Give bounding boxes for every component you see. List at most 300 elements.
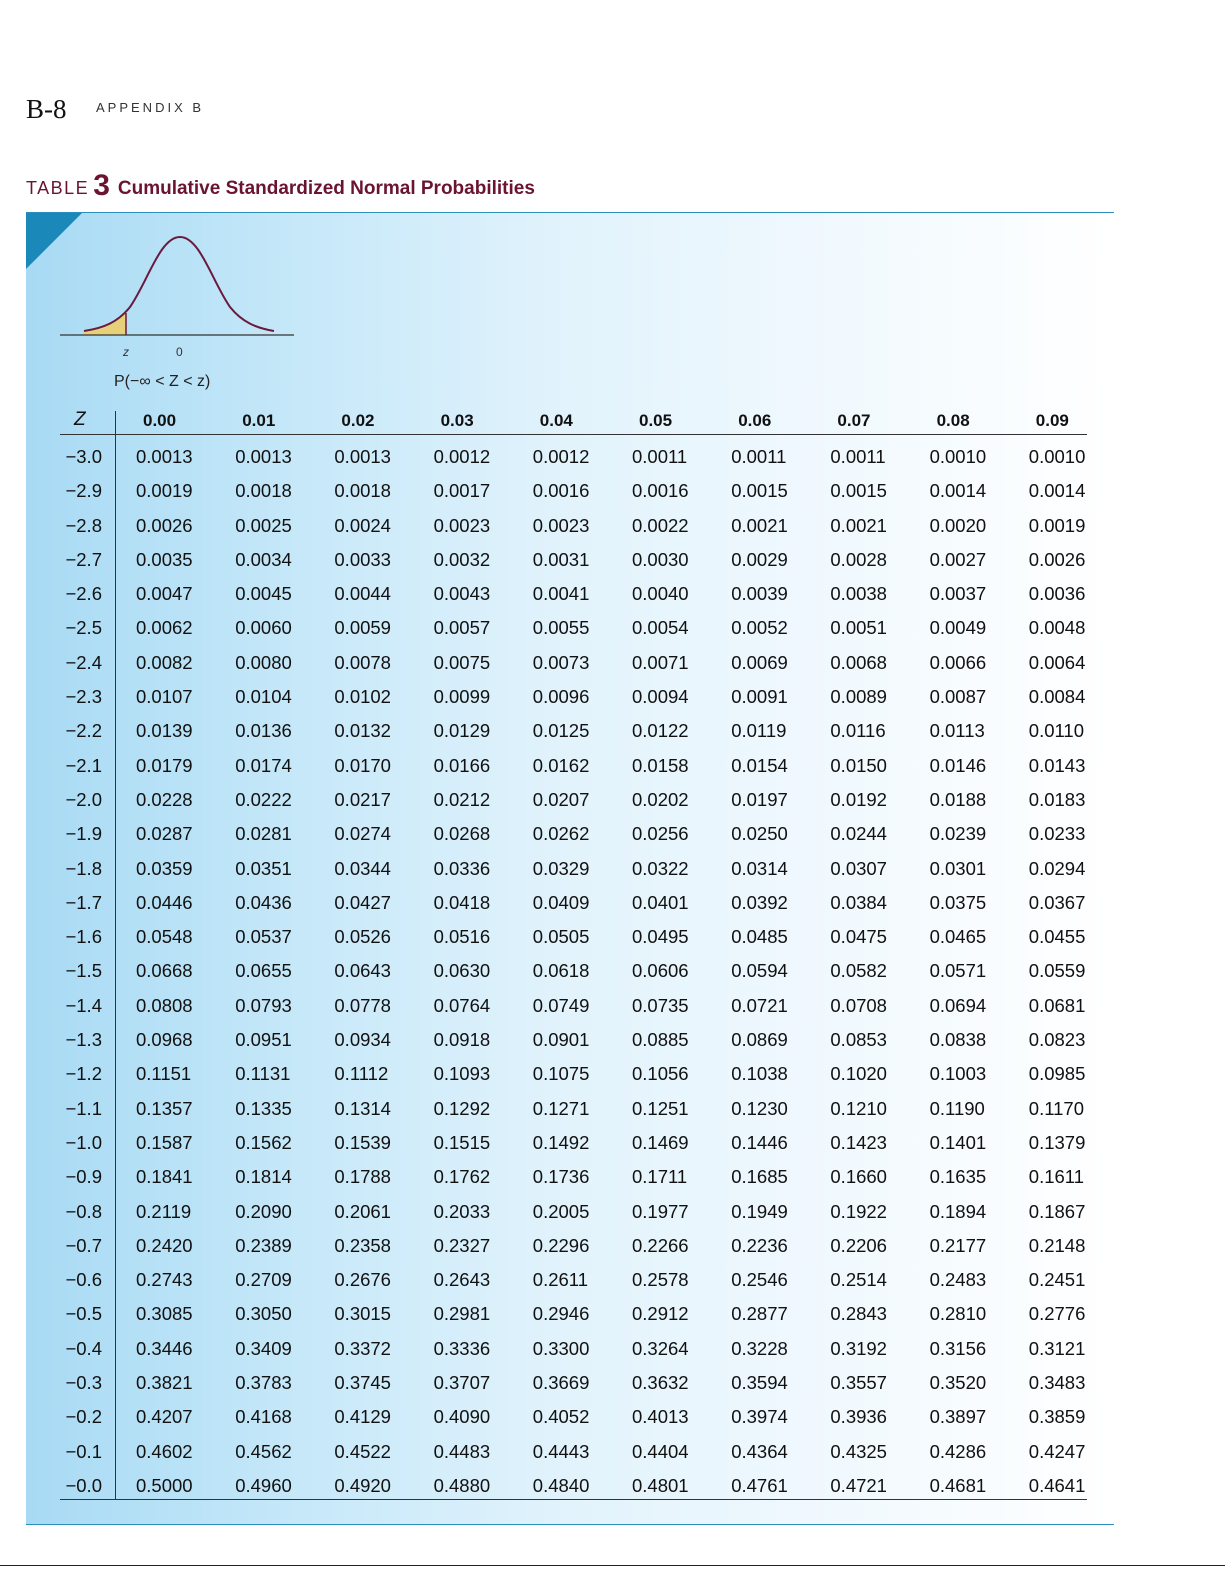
table-caption	[26, 168, 535, 202]
probability-cell: 0.3264	[632, 1337, 689, 1359]
probability-cell: 0.3156	[929, 1337, 987, 1359]
z-value: −2.3	[65, 686, 102, 708]
z-value: −0.0	[65, 1474, 102, 1496]
probability-cell: 0.2177	[929, 1234, 987, 1256]
probability-cell: 0.0021	[830, 514, 887, 536]
table-title: Cumulative Standardized Normal Probabilities	[117, 178, 535, 199]
probability-cell: 0.1131	[235, 1063, 291, 1085]
probability-cell: 0.4801	[632, 1474, 689, 1496]
probability-cell: 0.0014	[929, 480, 987, 502]
probability-cell: 0.4404	[632, 1440, 689, 1462]
probability-cell: 0.0154	[731, 754, 788, 776]
probability-cell: 0.3897	[929, 1406, 987, 1428]
probability-cell: 0.0681	[1028, 994, 1086, 1016]
z-value: −1.8	[65, 857, 102, 879]
probability-cell: 0.3015	[334, 1303, 391, 1325]
probability-cell: 0.0694	[929, 994, 987, 1016]
probability-cell: 0.0059	[334, 617, 391, 639]
probability-cell: 0.0174	[235, 754, 292, 776]
probability-cell: 0.0132	[334, 720, 391, 742]
probability-cell: 0.1635	[929, 1166, 987, 1188]
probability-cell: 0.2578	[632, 1269, 689, 1291]
probability-cell: 0.0136	[235, 720, 292, 742]
probability-cell: 0.4602	[136, 1440, 193, 1462]
probability-cell: 0.0409	[532, 891, 590, 913]
probability-cell: 0.1736	[532, 1166, 590, 1188]
probability-cell: 0.2420	[136, 1234, 193, 1256]
z-value: −2.7	[65, 548, 102, 570]
probability-cell: 0.2358	[334, 1234, 391, 1256]
probability-cell: 0.0985	[1028, 1063, 1086, 1085]
probability-cell: 0.0021	[731, 514, 788, 536]
probability-cell: 0.0951	[235, 1029, 292, 1051]
z-value: −2.9	[65, 480, 102, 502]
column-header: 0.02	[341, 411, 375, 430]
z-value: −0.3	[65, 1372, 102, 1394]
probability-cell: 0.1038	[731, 1063, 788, 1085]
probability-cell: 0.2005	[532, 1200, 590, 1222]
probability-cell: 0.0207	[532, 788, 590, 810]
probability-cell: 0.1660	[830, 1166, 887, 1188]
probability-cell: 0.0022	[632, 514, 689, 536]
z-value: −0.9	[65, 1166, 102, 1188]
probability-cell: 0.4483	[433, 1440, 491, 1462]
probability-cell: 0.0125	[532, 720, 590, 742]
probability-cell: 0.1762	[433, 1166, 491, 1188]
probability-cell: 0.1492	[532, 1131, 590, 1153]
z-column-rule	[115, 411, 116, 1499]
probability-cell: 0.0038	[830, 583, 887, 605]
probability-cell: 0.4443	[532, 1440, 590, 1462]
probability-label: P(−∞ < Z < z)	[114, 373, 211, 390]
probability-cell: 0.0329	[532, 857, 590, 879]
probability-cell: 0.1292	[433, 1097, 491, 1119]
column-header: 0.04	[539, 411, 573, 430]
column-header: 0.09	[1035, 411, 1069, 430]
probability-cell: 0.0301	[929, 857, 987, 879]
probability-cell: 0.4880	[433, 1474, 491, 1496]
z-value: −0.7	[65, 1234, 102, 1256]
probability-cell: 0.1314	[334, 1097, 391, 1119]
probability-cell: 0.0351	[235, 857, 292, 879]
normal-curve	[84, 237, 274, 331]
z-value: −1.5	[65, 960, 102, 982]
probability-cell: 0.0505	[532, 926, 590, 948]
probability-cell: 0.0183	[1028, 788, 1086, 810]
probability-cell: 0.1949	[731, 1200, 788, 1222]
probability-cell: 0.0793	[235, 994, 292, 1016]
probability-cell: 0.0026	[1028, 548, 1086, 570]
probability-cell: 0.0031	[532, 548, 590, 570]
probability-cell: 0.0048	[1028, 617, 1086, 639]
probability-cell: 0.1539	[334, 1131, 391, 1153]
table-panel	[26, 212, 1114, 1525]
probability-cell: 0.0192	[830, 788, 887, 810]
column-header: 0.03	[440, 411, 474, 430]
zero-axis-label: 0	[176, 345, 183, 359]
probability-cell: 0.0322	[632, 857, 689, 879]
probability-cell: 0.0344	[334, 857, 391, 879]
z-column-header: Z	[74, 409, 86, 430]
probability-cell: 0.0287	[136, 823, 193, 845]
probability-cell: 0.2033	[433, 1200, 491, 1222]
probability-cell: 0.2912	[632, 1303, 689, 1325]
probability-cell: 0.0099	[433, 686, 491, 708]
probability-cell: 0.0096	[532, 686, 590, 708]
probability-cell: 0.2296	[532, 1234, 590, 1256]
probability-cell: 0.0011	[830, 446, 886, 467]
probability-cell: 0.0495	[632, 926, 689, 948]
probability-cell: 0.0749	[532, 994, 590, 1016]
probability-cell: 0.0708	[830, 994, 887, 1016]
probability-cell: 0.0113	[929, 720, 985, 742]
probability-cell: 0.0071	[632, 651, 689, 673]
z-value: −2.0	[65, 788, 102, 810]
z-value: −0.5	[65, 1303, 102, 1325]
probability-cell: 0.4129	[334, 1406, 391, 1428]
probability-cell: 0.0233	[1028, 823, 1086, 845]
probability-cell: 0.3409	[235, 1337, 292, 1359]
probability-cell: 0.3745	[334, 1372, 391, 1394]
probability-cell: 0.0045	[235, 583, 292, 605]
probability-cell: 0.3859	[1028, 1406, 1086, 1428]
probability-cell: 0.3121	[1028, 1337, 1086, 1359]
probability-cell: 0.2611	[532, 1269, 589, 1291]
probability-cell: 0.4761	[731, 1474, 788, 1496]
header-rule	[60, 434, 1087, 435]
probability-cell: 0.0918	[433, 1029, 491, 1051]
probability-cell: 0.0033	[334, 548, 391, 570]
probability-cell: 0.3228	[731, 1337, 788, 1359]
probability-cell: 0.1515	[433, 1131, 491, 1153]
z-value: −1.6	[65, 926, 102, 948]
probability-cell: 0.0197	[731, 788, 788, 810]
probability-cell: 0.1841	[136, 1166, 193, 1188]
column-header: 0.06	[738, 411, 772, 430]
probability-cell: 0.0064	[1028, 651, 1086, 673]
probability-cell: 0.0082	[136, 651, 193, 673]
probability-cell: 0.0475	[830, 926, 887, 948]
probability-cell: 0.2266	[632, 1234, 689, 1256]
probability-cell: 0.0170	[334, 754, 391, 776]
probability-cell: 0.3336	[433, 1337, 491, 1359]
probability-cell: 0.1814	[235, 1166, 292, 1188]
probability-cell: 0.5000	[136, 1474, 193, 1496]
probability-cell: 0.0041	[532, 583, 590, 605]
probability-cell: 0.2483	[929, 1269, 987, 1291]
probability-cell: 0.0051	[830, 617, 887, 639]
probability-cell: 0.0375	[929, 891, 987, 913]
probability-cell: 0.0035	[136, 548, 193, 570]
probability-cell: 0.0013	[334, 446, 391, 467]
probability-cell: 0.0102	[334, 686, 391, 708]
probability-cell: 0.0559	[1028, 960, 1086, 982]
probability-cell: 0.0179	[136, 754, 193, 776]
probability-cell: 0.0359	[136, 857, 193, 879]
probability-cell: 0.1922	[830, 1200, 887, 1222]
probability-cell: 0.0089	[830, 686, 887, 708]
probability-cell: 0.0015	[731, 480, 788, 502]
probability-cell: 0.3557	[830, 1372, 887, 1394]
probability-cell: 0.1335	[235, 1097, 292, 1119]
probability-cell: 0.0019	[136, 480, 193, 502]
probability-cell: 0.2810	[929, 1303, 987, 1325]
probability-cell: 0.0129	[433, 720, 491, 742]
probability-cell: 0.4681	[929, 1474, 987, 1496]
probability-cell: 0.0104	[235, 686, 292, 708]
probability-cell: 0.4090	[433, 1406, 491, 1428]
probability-cell: 0.3300	[532, 1337, 590, 1359]
probability-cell: 0.0281	[235, 823, 292, 845]
probability-cell: 0.3632	[632, 1372, 689, 1394]
probability-cell: 0.0392	[731, 891, 788, 913]
column-header: 0.08	[936, 411, 970, 430]
probability-cell: 0.2119	[136, 1200, 192, 1222]
probability-cell: 0.0294	[1028, 857, 1086, 879]
probability-cell: 0.1867	[1028, 1200, 1086, 1222]
probability-cell: 0.0250	[731, 823, 788, 845]
probability-cell: 0.0073	[532, 651, 590, 673]
z-value: −0.8	[65, 1200, 102, 1222]
probability-cell: 0.0062	[136, 617, 193, 639]
probability-cell: 0.0010	[929, 446, 987, 467]
probability-cell: 0.0010	[1028, 446, 1086, 467]
probability-cell: 0.0582	[830, 960, 887, 982]
column-header: 0.05	[639, 411, 673, 430]
probability-cell: 0.0119	[731, 720, 787, 742]
page-number: B-8	[26, 94, 67, 124]
z-axis-label: z	[123, 345, 129, 359]
probability-cell: 0.0764	[433, 994, 491, 1016]
probability-cell: 0.0027	[929, 548, 987, 570]
probability-cell: 0.0901	[532, 1029, 590, 1051]
probability-cell: 0.0166	[433, 754, 491, 776]
probability-cell: 0.0122	[632, 720, 689, 742]
probability-cell: 0.0735	[632, 994, 689, 1016]
probability-cell: 0.0080	[235, 651, 292, 673]
probability-cell: 0.0044	[334, 583, 391, 605]
probability-cell: 0.0019	[1028, 514, 1086, 536]
probability-cell: 0.0336	[433, 857, 491, 879]
probability-cell: 0.2090	[235, 1200, 292, 1222]
probability-cell: 0.4364	[731, 1440, 788, 1462]
probability-cell: 0.0188	[929, 788, 987, 810]
probability-cell: 0.2389	[235, 1234, 292, 1256]
probability-cell: 0.0087	[929, 686, 987, 708]
probability-cell: 0.4721	[830, 1474, 887, 1496]
probability-cell: 0.2843	[830, 1303, 887, 1325]
probability-cell: 0.0618	[532, 960, 590, 982]
probability-cell: 0.0307	[830, 857, 887, 879]
probability-cell: 0.2877	[731, 1303, 788, 1325]
probability-cell: 0.0052	[731, 617, 788, 639]
probability-cell: 0.0110	[1028, 720, 1085, 742]
probability-cell: 0.0018	[235, 480, 292, 502]
probability-cell: 0.1151	[136, 1063, 192, 1085]
probability-cell: 0.0446	[136, 891, 193, 913]
probability-cell: 0.0012	[532, 446, 590, 467]
probability-cell: 0.0043	[433, 583, 491, 605]
probability-cell: 0.0239	[929, 823, 987, 845]
probability-cell: 0.1271	[532, 1097, 590, 1119]
z-value: −3.0	[65, 446, 102, 467]
probability-cell: 0.3821	[136, 1372, 193, 1394]
probability-cell: 0.0143	[1028, 754, 1086, 776]
probability-cell: 0.3085	[136, 1303, 193, 1325]
probability-cell: 0.0548	[136, 926, 193, 948]
probability-cell: 0.2643	[433, 1269, 491, 1291]
z-value: −0.6	[65, 1269, 102, 1291]
probability-cell: 0.0075	[433, 651, 491, 673]
probability-cell: 0.0778	[334, 994, 391, 1016]
probability-cell: 0.0037	[929, 583, 987, 605]
probability-cell: 0.2236	[731, 1234, 788, 1256]
probability-cell: 0.0401	[632, 891, 689, 913]
probability-cell: 0.0655	[235, 960, 292, 982]
probability-cell: 0.0274	[334, 823, 391, 845]
probability-cell: 0.0668	[136, 960, 193, 982]
probability-cell: 0.0537	[235, 926, 292, 948]
probability-cell: 0.4641	[1028, 1474, 1086, 1496]
probability-cell: 0.3192	[830, 1337, 887, 1359]
probability-cell: 0.3707	[433, 1372, 491, 1394]
z-value: −1.7	[65, 891, 102, 913]
z-value: −1.3	[65, 1029, 102, 1051]
probability-cell: 0.0012	[433, 446, 491, 467]
probability-cell: 0.0069	[731, 651, 788, 673]
probability-cell: 0.0016	[532, 480, 590, 502]
probability-cell: 0.0024	[334, 514, 391, 536]
probability-cell: 0.0256	[632, 823, 689, 845]
z-value: −2.1	[65, 754, 102, 776]
probability-cell: 0.0630	[433, 960, 491, 982]
probability-cell: 0.0594	[731, 960, 788, 982]
probability-cell: 0.0571	[929, 960, 987, 982]
probability-cell: 0.0146	[929, 754, 987, 776]
probability-cell: 0.4325	[830, 1440, 887, 1462]
probability-cell: 0.0016	[632, 480, 689, 502]
probability-cell: 0.3669	[532, 1372, 590, 1394]
probability-cell: 0.0222	[235, 788, 292, 810]
probability-cell: 0.0036	[1028, 583, 1086, 605]
probability-cell: 0.0025	[235, 514, 292, 536]
probability-cell: 0.1788	[334, 1166, 391, 1188]
probability-cell: 0.2451	[1028, 1269, 1086, 1291]
probability-cell: 0.4247	[1028, 1440, 1086, 1462]
probability-cell: 0.0268	[433, 823, 491, 845]
probability-cell: 0.0934	[334, 1029, 391, 1051]
probability-cell: 0.0018	[334, 480, 391, 502]
probability-cell: 0.0455	[1028, 926, 1086, 948]
probability-cell: 0.2061	[334, 1200, 391, 1222]
probability-cell: 0.3783	[235, 1372, 292, 1394]
probability-cell: 0.1379	[1028, 1131, 1086, 1153]
probability-cell: 0.0162	[532, 754, 590, 776]
probability-cell: 0.1894	[929, 1200, 987, 1222]
z-value: −0.2	[65, 1406, 102, 1428]
probability-cell: 0.0049	[929, 617, 987, 639]
normal-curve-figure	[60, 229, 300, 364]
z-value: −1.2	[65, 1063, 102, 1085]
probability-cell: 0.0643	[334, 960, 391, 982]
probability-cell: 0.0091	[731, 686, 788, 708]
probability-cell: 0.3594	[731, 1372, 788, 1394]
probability-cell: 0.0030	[632, 548, 689, 570]
probability-cell: 0.1587	[136, 1131, 193, 1153]
probability-cell: 0.3936	[830, 1406, 887, 1428]
probability-cell: 0.4052	[532, 1406, 590, 1428]
table-label: TABLE	[26, 178, 90, 198]
probability-cell: 0.2676	[334, 1269, 391, 1291]
probability-cell: 0.2709	[235, 1269, 292, 1291]
probability-cell: 0.0516	[433, 926, 491, 948]
probability-cell: 0.4168	[235, 1406, 292, 1428]
z-value: −2.5	[65, 617, 102, 639]
probability-cell: 0.0028	[830, 548, 887, 570]
probability-cell: 0.3372	[334, 1337, 391, 1359]
probability-cell: 0.2743	[136, 1269, 193, 1291]
probability-cell: 0.0054	[632, 617, 689, 639]
probability-cell: 0.0015	[830, 480, 887, 502]
z-value: −1.9	[65, 823, 102, 845]
probability-cell: 0.1075	[532, 1063, 590, 1085]
probability-cell: 0.2546	[731, 1269, 788, 1291]
probability-cell: 0.0078	[334, 651, 391, 673]
probability-cell: 0.2981	[433, 1303, 491, 1325]
probability-cell: 0.0032	[433, 548, 491, 570]
probability-cell: 0.1469	[632, 1131, 689, 1153]
probability-cell: 0.0023	[433, 514, 491, 536]
probability-cell: 0.3050	[235, 1303, 292, 1325]
probability-cell: 0.0228	[136, 788, 193, 810]
probability-cell: 0.4960	[235, 1474, 292, 1496]
probability-cell: 0.4207	[136, 1406, 193, 1428]
table-number: 3	[93, 169, 110, 202]
probability-cell: 0.2206	[830, 1234, 887, 1256]
probability-cell: 0.1357	[136, 1097, 193, 1119]
probability-cell: 0.0202	[632, 788, 689, 810]
probability-cell: 0.0485	[731, 926, 788, 948]
table-bottom-rule	[60, 1499, 1087, 1500]
probability-cell: 0.0418	[433, 891, 491, 913]
probability-cell: 0.0838	[929, 1029, 987, 1051]
probability-cell: 0.1112	[334, 1063, 389, 1085]
probability-cell: 0.0217	[334, 788, 391, 810]
probability-cell: 0.1611	[1028, 1166, 1085, 1188]
probability-cell: 0.0212	[433, 788, 491, 810]
probability-cell: 0.1977	[632, 1200, 689, 1222]
z-value: −2.6	[65, 583, 102, 605]
probability-cell: 0.2776	[1028, 1303, 1086, 1325]
z-value: −0.4	[65, 1337, 102, 1359]
z-value: −2.8	[65, 514, 102, 536]
probability-cell: 0.0013	[235, 446, 292, 467]
probability-cell: 0.0029	[731, 548, 788, 570]
probability-cell: 0.0262	[532, 823, 590, 845]
probability-cell: 0.0116	[830, 720, 886, 742]
probability-cell: 0.0384	[830, 891, 887, 913]
probability-cell: 0.4522	[334, 1440, 391, 1462]
probability-cell: 0.0526	[334, 926, 391, 948]
probability-cell: 0.1056	[632, 1063, 689, 1085]
probability-cell: 0.0034	[235, 548, 292, 570]
probability-cell: 0.0606	[632, 960, 689, 982]
probability-cell: 0.4013	[632, 1406, 689, 1428]
probability-cell: 0.1190	[929, 1097, 985, 1119]
probability-cell: 0.0014	[1028, 480, 1086, 502]
probability-cell: 0.0427	[334, 891, 391, 913]
probability-cell: 0.0047	[136, 583, 193, 605]
